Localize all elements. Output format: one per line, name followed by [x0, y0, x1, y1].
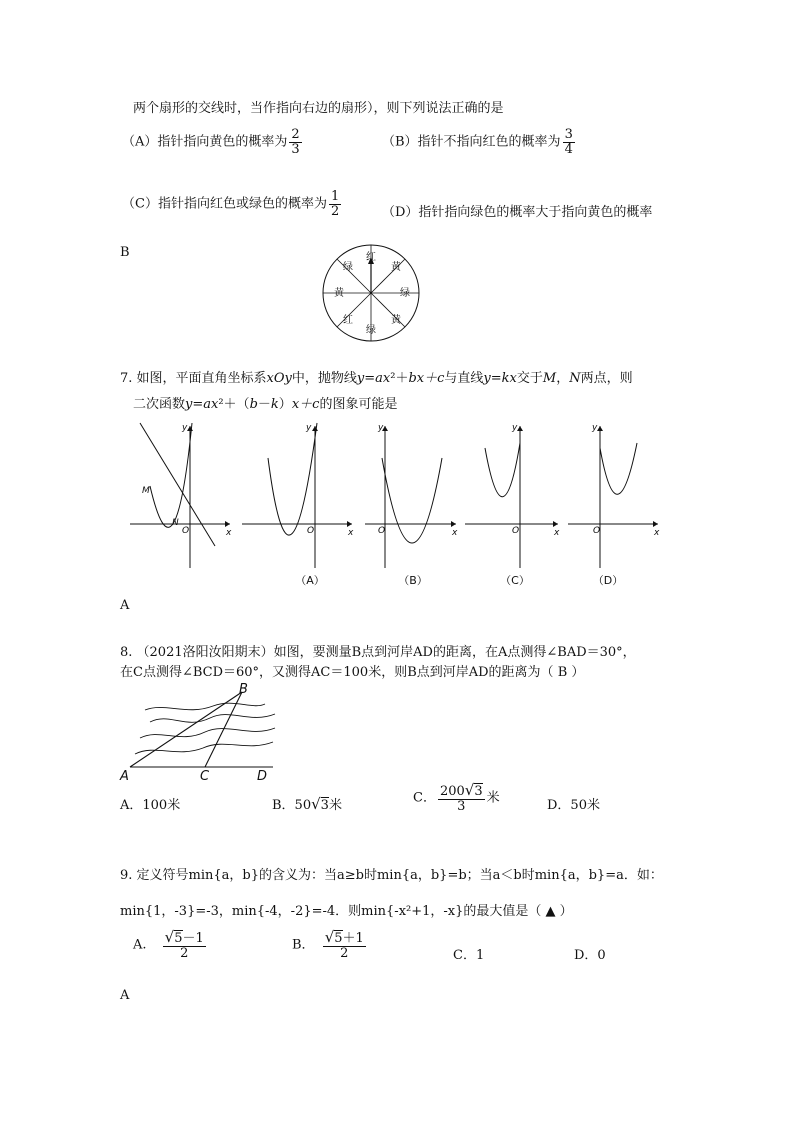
- q8-option-d: D．50米: [547, 798, 600, 813]
- y-label: y: [592, 423, 598, 433]
- origin-label: O: [378, 526, 386, 536]
- q9-answer: A: [120, 988, 130, 1003]
- y-label: y: [512, 423, 518, 433]
- fraction: $\frac{3}{4}$: [564, 127, 573, 157]
- sqrt-sign: √: [464, 781, 475, 799]
- origin-label: O: [307, 526, 315, 536]
- sector-label: 黄: [391, 262, 401, 273]
- choice-label-a: （A）: [295, 574, 325, 587]
- point-m-label: M: [142, 486, 150, 496]
- point-n-label: N: [172, 518, 179, 528]
- sector-label: 红: [366, 252, 376, 263]
- q8-option-a: A．100米: [120, 798, 181, 813]
- sector-label: 绿: [366, 325, 376, 336]
- q6-option-d: （D）指针指向绿色的概率大于指向黄色的概率: [382, 205, 653, 220]
- q9-line2: min{1，-3}=-3，min{-4，-2}=-4．则min{-x²+1，-x}的最大值是（ ▲ ）: [120, 904, 573, 919]
- origin-label: O: [512, 526, 520, 536]
- q9-line1: 9. 定义符号min{a，b}的含义为：当a≥b时min{a，b}=b；当a＜b时min{a，b}=a．如：: [120, 868, 663, 883]
- graph-c: [465, 426, 558, 568]
- q9-option-b: B． $\frac{√5+1}{2}$: [292, 928, 364, 961]
- x-label: x: [554, 528, 560, 538]
- fraction: $\frac{1}{2}$: [330, 189, 340, 219]
- q8-line1: 8. （2021洛阳汝阳期末）如图，要测量B点到河岸AD的距离，在A点测得∠BAD＝30°，: [120, 645, 636, 660]
- q9-option-a: A. $\frac{√5-1}{2}$: [133, 928, 204, 961]
- sqrt-sign: √: [164, 928, 175, 946]
- spinner-diagram: [321, 243, 421, 343]
- origin-label: O: [182, 526, 190, 536]
- point-c-label: C: [200, 769, 210, 784]
- q8-option-c: C． $\frac{200√3}{3}$ 米: [413, 781, 500, 814]
- graph-d: [568, 426, 658, 568]
- q7-answer: A: [120, 598, 130, 613]
- y-label: y: [306, 423, 312, 433]
- fraction: $\frac{√5+1}{2}$: [324, 928, 364, 961]
- q6-option-c: （C）指针指向红色或绿色的概率为 $\frac{1}{2}$: [122, 189, 340, 219]
- q6-intro: 两个扇形的交线时，当作指向右边的扇形），则下列说法正确的是: [133, 101, 504, 116]
- point-a-label: A: [120, 769, 129, 784]
- y-label: y: [378, 423, 384, 433]
- choice-label-c: （C）: [500, 574, 530, 587]
- choice-label-d: （D）: [592, 574, 624, 587]
- x-label: x: [452, 528, 458, 538]
- origin-label: O: [593, 526, 601, 536]
- q8-line2: 在C点测得∠BCD＝60°，又测得AC＝100米，则B点到河岸AD的距离为（ B ）: [120, 665, 585, 680]
- sector-label: 黄: [391, 315, 401, 326]
- fraction: $\frac{√5-1}{2}$: [164, 928, 204, 961]
- q7-line1: 7. 如图，平面直角坐标系xOy中，抛物线y=ax²＋bx＋c与直线y=kx交于M，N两点，则: [120, 371, 633, 386]
- q9-option-c: C．1: [453, 948, 485, 963]
- q6-answer: B: [120, 245, 130, 260]
- x-label: x: [348, 528, 354, 538]
- q9-option-d: D．0: [574, 948, 606, 963]
- y-label: y: [182, 423, 188, 433]
- q7-line2: 二次函数y=ax²＋（b－k）x＋c的图象可能是: [133, 397, 398, 412]
- choice-label-b: （B）: [398, 574, 428, 587]
- q6-option-a: （A）指针指向黄色的概率为 $\frac{2}{3}$: [122, 127, 300, 157]
- graph-a: [242, 423, 352, 568]
- sqrt-sign: √: [324, 928, 335, 946]
- river-diagram: [115, 680, 285, 785]
- x-label: x: [226, 528, 232, 538]
- sector-label: 黄: [334, 288, 344, 299]
- fraction: $\frac{200√3}{3}$: [439, 781, 483, 814]
- q8-option-b: B．50√3米: [272, 795, 342, 813]
- fraction: $\frac{2}{3}$: [291, 127, 300, 157]
- graph-b: [365, 426, 456, 568]
- point-d-label: D: [257, 769, 268, 784]
- x-label: x: [654, 528, 660, 538]
- sqrt-sign: √: [311, 795, 321, 813]
- point-b-label: B: [239, 682, 248, 697]
- sector-label: 绿: [400, 288, 410, 299]
- sector-label: 红: [343, 315, 353, 326]
- sector-label: 绿: [343, 262, 353, 273]
- q7-graphs: [120, 418, 680, 593]
- q6-option-b: （B）指针不指向红色的概率为 $\frac{3}{4}$: [382, 127, 573, 157]
